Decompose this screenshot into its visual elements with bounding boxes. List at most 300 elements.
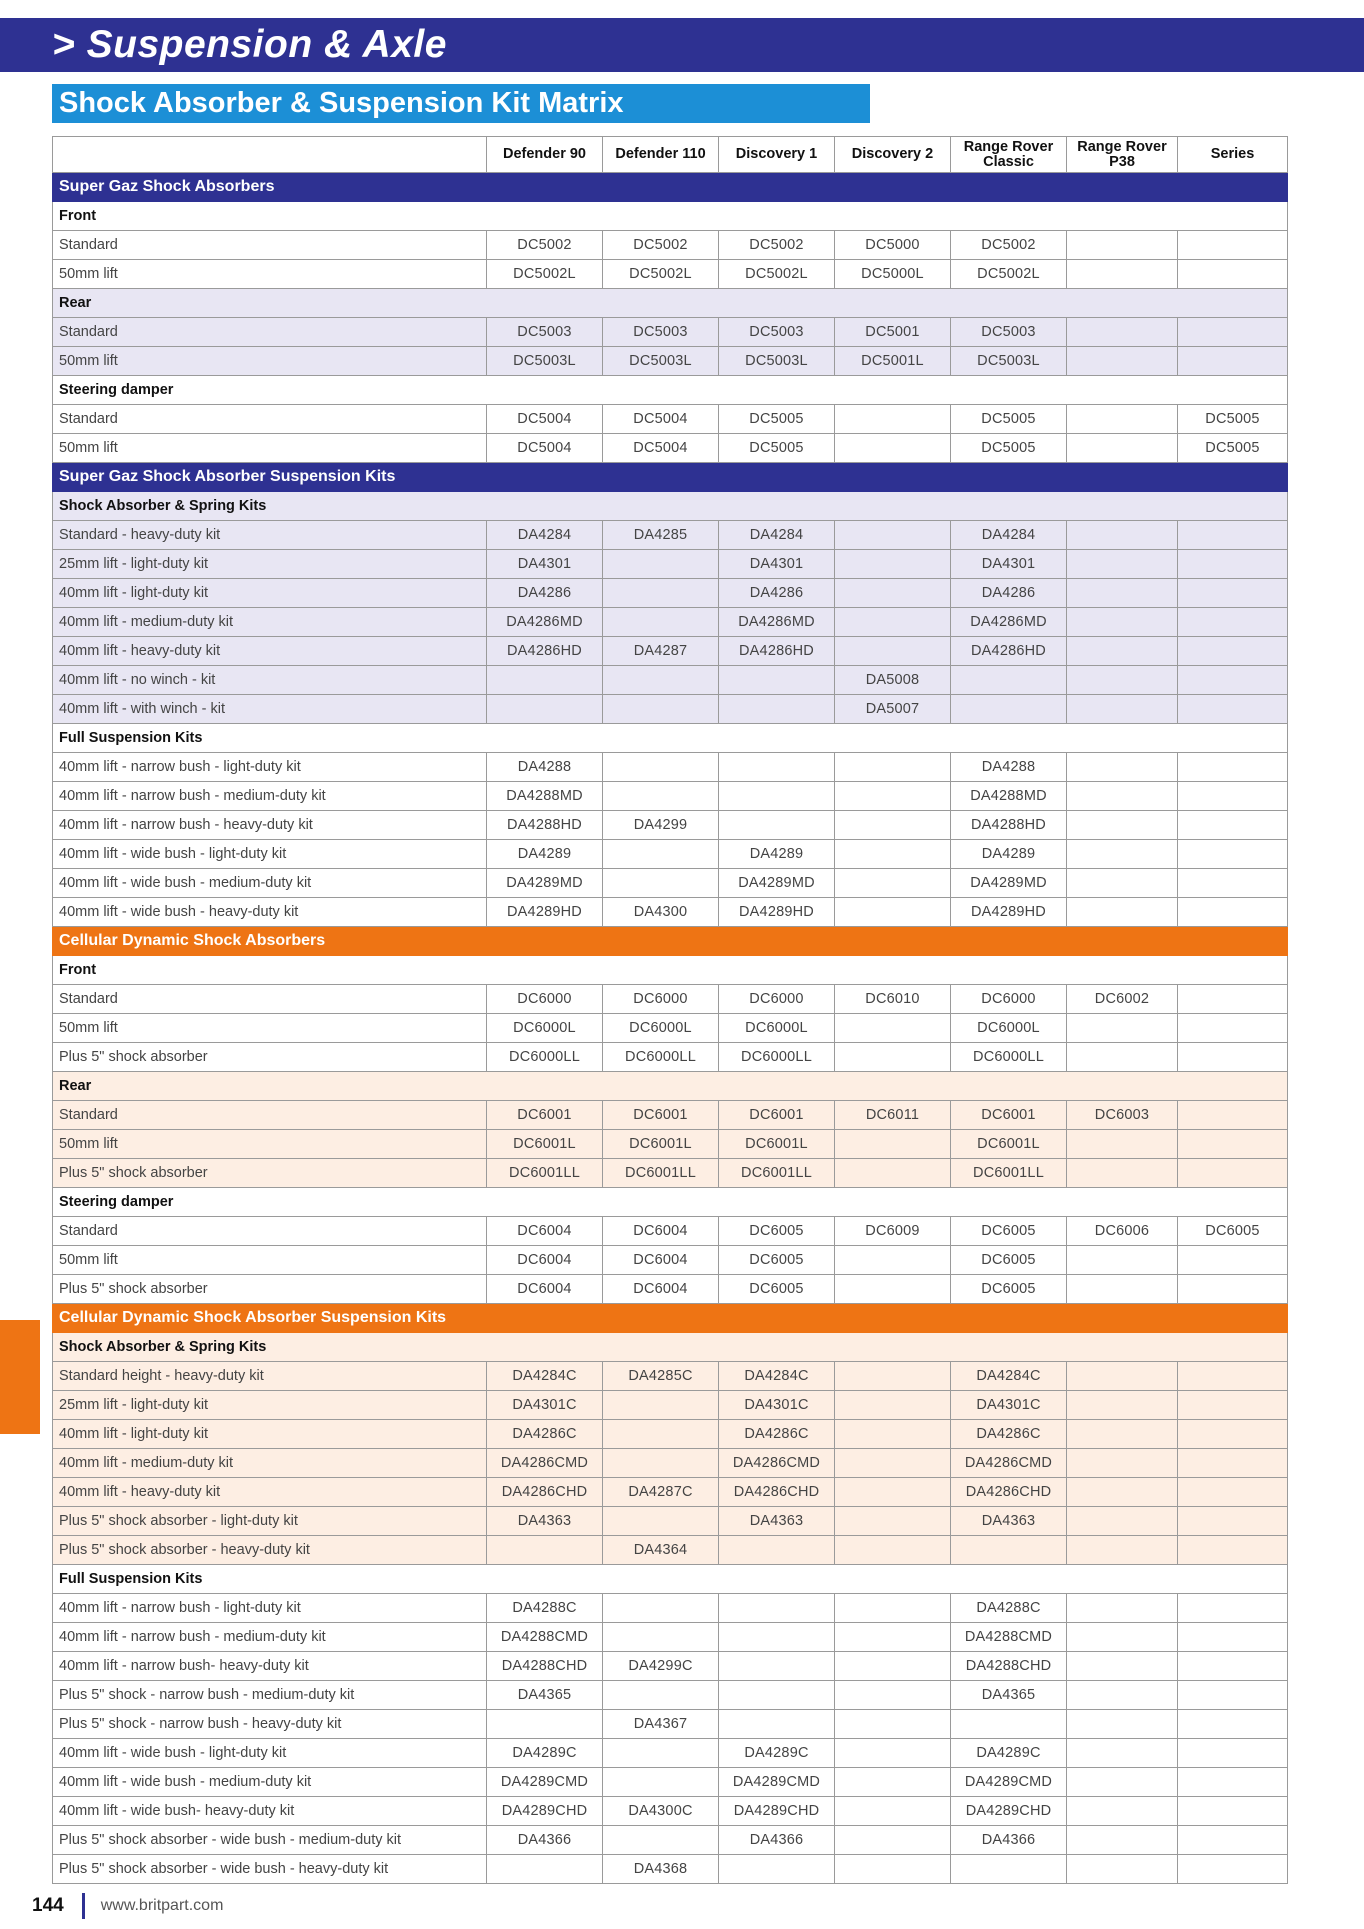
row-label: 50mm lift <box>53 260 487 289</box>
table-row <box>53 1043 1288 1072</box>
part-number-cell <box>1178 1449 1288 1478</box>
part-number-cell: DA4365 <box>951 1681 1067 1710</box>
part-number-cell <box>1178 579 1288 608</box>
part-number-cell <box>719 666 835 695</box>
part-number-cell <box>835 1623 951 1652</box>
row-label: Standard <box>53 318 487 347</box>
part-number-cell <box>1067 521 1178 550</box>
subgroup-header-row <box>53 1565 1288 1594</box>
part-number-cell: DC6006 <box>1067 1217 1178 1246</box>
part-number-cell <box>835 1826 951 1855</box>
part-number-cell: DA4284C <box>951 1362 1067 1391</box>
part-number-cell: DC6001 <box>603 1101 719 1130</box>
part-number-cell <box>1178 608 1288 637</box>
part-number-cell <box>835 1652 951 1681</box>
part-number-cell <box>835 1594 951 1623</box>
table-row <box>53 1420 1288 1449</box>
subgroup-label: Shock Absorber & Spring Kits <box>53 1333 1288 1362</box>
part-number-cell <box>1067 811 1178 840</box>
table-row <box>53 753 1288 782</box>
part-number-cell <box>835 1768 951 1797</box>
part-number-cell: DA4288C <box>487 1594 603 1623</box>
part-number-cell <box>835 608 951 637</box>
part-number-cell: DA4285 <box>603 521 719 550</box>
section-header-bar <box>0 18 1364 72</box>
part-number-cell <box>835 550 951 579</box>
table-row <box>53 1159 1288 1188</box>
part-number-cell: DC6001LL <box>603 1159 719 1188</box>
part-number-cell <box>1067 1594 1178 1623</box>
part-number-cell: DA4289MD <box>951 869 1067 898</box>
part-number-cell: DA4363 <box>719 1507 835 1536</box>
part-number-cell <box>1178 1246 1288 1275</box>
part-number-cell: DA4368 <box>603 1855 719 1884</box>
part-number-cell: DA4289MD <box>487 869 603 898</box>
part-number-cell: DA4286MD <box>487 608 603 637</box>
part-number-cell: DA4301 <box>719 550 835 579</box>
part-number-cell <box>1178 521 1288 550</box>
row-label: 40mm lift - narrow bush - light-duty kit <box>53 1594 487 1623</box>
part-number-cell <box>1067 1043 1178 1072</box>
part-number-cell: DA4286CHD <box>719 1478 835 1507</box>
part-number-cell: DA4301C <box>719 1391 835 1420</box>
subgroup-label: Full Suspension Kits <box>53 1565 1288 1594</box>
part-number-cell <box>603 1420 719 1449</box>
part-number-cell: DC6011 <box>835 1101 951 1130</box>
matrix-title-bar <box>52 84 870 123</box>
part-number-cell: DA4366 <box>951 1826 1067 1855</box>
part-number-cell <box>951 1536 1067 1565</box>
part-number-cell <box>835 840 951 869</box>
row-label: Plus 5" shock absorber - wide bush - heavy-duty kit <box>53 1855 487 1884</box>
part-number-cell: DA4299C <box>603 1652 719 1681</box>
subgroup-label: Front <box>53 956 1288 985</box>
part-number-cell: DC5004 <box>603 405 719 434</box>
part-number-cell <box>835 1246 951 1275</box>
part-number-cell: DC6001L <box>603 1130 719 1159</box>
part-number-cell: DA4289CHD <box>487 1797 603 1826</box>
part-number-cell: DA5007 <box>835 695 951 724</box>
row-label: Plus 5" shock - narrow bush - heavy-duty kit <box>53 1710 487 1739</box>
part-number-cell <box>835 1536 951 1565</box>
part-number-cell <box>835 753 951 782</box>
row-label: 40mm lift - with winch - kit <box>53 695 487 724</box>
part-number-cell: DC6003 <box>1067 1101 1178 1130</box>
part-number-cell: DA4288C <box>951 1594 1067 1623</box>
part-number-cell: DC6000LL <box>951 1043 1067 1072</box>
part-number-cell <box>603 666 719 695</box>
part-number-cell: DC6005 <box>951 1246 1067 1275</box>
table-row <box>53 1855 1288 1884</box>
part-number-cell: DC5000 <box>835 231 951 260</box>
part-number-cell <box>951 1710 1067 1739</box>
subgroup-header-row <box>53 956 1288 985</box>
part-number-cell <box>1178 1420 1288 1449</box>
row-label: 40mm lift - heavy-duty kit <box>53 1478 487 1507</box>
part-number-cell: DC6005 <box>719 1275 835 1304</box>
part-number-cell <box>1178 1623 1288 1652</box>
part-number-cell: DC5002L <box>951 260 1067 289</box>
table-row <box>53 231 1288 260</box>
part-number-cell: DC6000 <box>951 985 1067 1014</box>
table-row <box>53 1478 1288 1507</box>
part-number-cell: DA4284 <box>719 521 835 550</box>
part-number-cell <box>835 1391 951 1420</box>
part-number-cell <box>1178 840 1288 869</box>
part-number-cell: DA4288CMD <box>951 1623 1067 1652</box>
part-number-cell <box>1067 347 1178 376</box>
table-row <box>53 666 1288 695</box>
part-number-cell <box>1178 782 1288 811</box>
part-number-cell <box>1178 666 1288 695</box>
part-number-cell <box>1178 550 1288 579</box>
subgroup-header-row <box>53 724 1288 753</box>
part-number-cell <box>1067 608 1178 637</box>
part-number-cell <box>719 753 835 782</box>
part-number-cell: DA4287C <box>603 1478 719 1507</box>
row-label: 40mm lift - light-duty kit <box>53 579 487 608</box>
part-number-cell: DC5000L <box>835 260 951 289</box>
part-number-cell <box>603 869 719 898</box>
table-row <box>53 898 1288 927</box>
part-number-cell: DA4289HD <box>719 898 835 927</box>
part-number-cell: DC6001LL <box>951 1159 1067 1188</box>
part-number-cell: DC5004 <box>487 434 603 463</box>
subgroup-header-row <box>53 202 1288 231</box>
part-number-cell: DC6002 <box>1067 985 1178 1014</box>
column-header: Discovery 1 <box>719 137 835 173</box>
part-number-cell: DA4286 <box>487 579 603 608</box>
part-number-cell: DC6000LL <box>603 1043 719 1072</box>
part-number-cell <box>1178 637 1288 666</box>
part-number-cell <box>1178 1652 1288 1681</box>
part-number-cell: DC6000 <box>487 985 603 1014</box>
part-number-cell: DA4284 <box>951 521 1067 550</box>
part-number-cell: DA4289MD <box>719 869 835 898</box>
part-number-cell <box>1178 753 1288 782</box>
row-label: 40mm lift - no winch - kit <box>53 666 487 695</box>
part-number-cell: DC5002L <box>719 260 835 289</box>
part-number-cell <box>1067 1362 1178 1391</box>
part-number-cell: DA4288HD <box>487 811 603 840</box>
part-number-cell <box>1067 1623 1178 1652</box>
part-number-cell <box>1067 550 1178 579</box>
part-number-cell <box>1067 898 1178 927</box>
part-number-cell: DC5002 <box>951 231 1067 260</box>
table-row <box>53 434 1288 463</box>
table-row <box>53 1391 1288 1420</box>
part-number-cell: DA4287 <box>603 637 719 666</box>
part-number-cell: DA4289CMD <box>487 1768 603 1797</box>
table-row <box>53 1246 1288 1275</box>
part-number-cell: DC5004 <box>603 434 719 463</box>
part-number-cell <box>1178 1391 1288 1420</box>
row-label: 40mm lift - medium-duty kit <box>53 1449 487 1478</box>
part-number-cell <box>1067 840 1178 869</box>
subgroup-label: Steering damper <box>53 376 1288 405</box>
part-number-cell: DC5002 <box>603 231 719 260</box>
table-row <box>53 608 1288 637</box>
part-number-cell <box>603 608 719 637</box>
part-number-cell <box>835 1420 951 1449</box>
part-number-cell <box>719 1652 835 1681</box>
page-footer <box>32 1892 223 1920</box>
subgroup-label: Rear <box>53 289 1288 318</box>
row-label: Plus 5" shock absorber - light-duty kit <box>53 1507 487 1536</box>
part-number-cell <box>603 1507 719 1536</box>
row-label: Plus 5" shock - narrow bush - medium-duty kit <box>53 1681 487 1710</box>
part-number-cell <box>1067 1681 1178 1710</box>
part-number-cell <box>835 1739 951 1768</box>
part-number-cell <box>1067 231 1178 260</box>
part-number-cell <box>1067 260 1178 289</box>
part-number-cell <box>1178 1681 1288 1710</box>
part-number-cell: DC5001 <box>835 318 951 347</box>
row-label: 40mm lift - narrow bush- heavy-duty kit <box>53 1652 487 1681</box>
part-number-cell: DC6000L <box>719 1014 835 1043</box>
row-label: 50mm lift <box>53 434 487 463</box>
row-label: Plus 5" shock absorber - wide bush - medium-duty kit <box>53 1826 487 1855</box>
part-number-cell <box>835 579 951 608</box>
part-number-cell <box>1067 1420 1178 1449</box>
part-number-cell <box>719 811 835 840</box>
part-number-cell <box>1178 347 1288 376</box>
part-number-cell: DC6005 <box>1178 1217 1288 1246</box>
website-link[interactable]: www.britpart.com <box>100 1897 224 1914</box>
table-row <box>53 521 1288 550</box>
part-number-cell: DC5003L <box>951 347 1067 376</box>
part-number-cell: DC5002L <box>487 260 603 289</box>
part-number-cell <box>603 695 719 724</box>
row-label: 40mm lift - heavy-duty kit <box>53 637 487 666</box>
part-number-cell <box>719 695 835 724</box>
subgroup-header-row <box>53 1072 1288 1101</box>
part-number-cell <box>487 1710 603 1739</box>
part-number-cell: DA4286MD <box>951 608 1067 637</box>
part-number-cell <box>835 434 951 463</box>
part-number-cell: DC6000 <box>719 985 835 1014</box>
part-number-cell <box>1178 898 1288 927</box>
part-number-cell: DA4289CMD <box>951 1768 1067 1797</box>
part-number-cell <box>835 637 951 666</box>
subgroup-label: Front <box>53 202 1288 231</box>
section-header-row <box>53 173 1288 202</box>
part-number-cell: DC5002 <box>487 231 603 260</box>
part-number-cell <box>835 405 951 434</box>
part-number-cell <box>835 1681 951 1710</box>
part-number-cell: DA4286CMD <box>487 1449 603 1478</box>
part-number-cell: DA4289 <box>719 840 835 869</box>
part-number-cell <box>1067 1826 1178 1855</box>
subgroup-header-row <box>53 376 1288 405</box>
part-number-cell <box>1178 1101 1288 1130</box>
part-number-cell <box>835 1710 951 1739</box>
table-row <box>53 1275 1288 1304</box>
column-header-row <box>53 137 1288 173</box>
part-number-cell: DA4286HD <box>487 637 603 666</box>
part-number-cell <box>487 666 603 695</box>
section-header-row <box>53 463 1288 492</box>
part-number-cell: DA4285C <box>603 1362 719 1391</box>
table-row <box>53 637 1288 666</box>
part-number-cell <box>603 1681 719 1710</box>
row-label: Standard <box>53 1217 487 1246</box>
part-number-cell: DA4301C <box>487 1391 603 1420</box>
part-number-cell <box>1067 695 1178 724</box>
footer-divider <box>82 1893 85 1919</box>
table-row <box>53 1710 1288 1739</box>
part-number-cell: DA4301C <box>951 1391 1067 1420</box>
part-number-cell: DA4301 <box>951 550 1067 579</box>
part-number-cell: DA4300 <box>603 898 719 927</box>
table-row <box>53 840 1288 869</box>
part-number-cell: DA4288 <box>487 753 603 782</box>
part-number-cell <box>603 840 719 869</box>
part-number-cell: DC5005 <box>951 405 1067 434</box>
part-number-cell <box>603 1449 719 1478</box>
part-number-cell <box>1178 811 1288 840</box>
part-number-cell: DA4366 <box>487 1826 603 1855</box>
section-title: > Suspension & Axle <box>52 23 447 66</box>
part-number-cell: DA4301 <box>487 550 603 579</box>
part-number-cell: DA4284C <box>487 1362 603 1391</box>
section-label: Cellular Dynamic Shock Absorber Suspension Kits <box>53 1304 1288 1333</box>
row-label: 25mm lift - light-duty kit <box>53 1391 487 1420</box>
part-number-cell: DA4288CHD <box>951 1652 1067 1681</box>
part-number-cell: DA4286C <box>719 1420 835 1449</box>
column-header: Defender 90 <box>487 137 603 173</box>
row-label: Plus 5" shock absorber - heavy-duty kit <box>53 1536 487 1565</box>
row-label: 50mm lift <box>53 347 487 376</box>
table-row <box>53 1623 1288 1652</box>
row-label: 40mm lift - wide bush- heavy-duty kit <box>53 1797 487 1826</box>
part-number-cell <box>603 1391 719 1420</box>
part-number-cell <box>1178 1159 1288 1188</box>
part-number-cell: DC6004 <box>603 1275 719 1304</box>
part-number-cell <box>1067 1246 1178 1275</box>
part-number-cell: DC6001LL <box>487 1159 603 1188</box>
column-header: Defender 110 <box>603 137 719 173</box>
part-number-cell: DA4289C <box>487 1739 603 1768</box>
table-row <box>53 782 1288 811</box>
part-number-cell <box>1178 869 1288 898</box>
part-number-cell <box>1178 1043 1288 1072</box>
part-number-cell: DA4364 <box>603 1536 719 1565</box>
part-number-cell <box>719 782 835 811</box>
part-number-cell: DC5001L <box>835 347 951 376</box>
part-number-cell <box>1178 1739 1288 1768</box>
part-number-cell <box>1067 666 1178 695</box>
part-number-cell: DC6005 <box>951 1275 1067 1304</box>
row-label: 40mm lift - narrow bush - medium-duty kit <box>53 1623 487 1652</box>
part-number-cell <box>1178 1478 1288 1507</box>
part-number-cell: DC5005 <box>719 434 835 463</box>
part-number-cell: DC5002L <box>603 260 719 289</box>
matrix-body <box>53 173 1288 1884</box>
table-row <box>53 1536 1288 1565</box>
part-number-cell: DA4288CMD <box>487 1623 603 1652</box>
row-label: 25mm lift - light-duty kit <box>53 550 487 579</box>
row-label: 40mm lift - narrow bush - medium-duty kit <box>53 782 487 811</box>
part-number-cell <box>835 811 951 840</box>
part-number-cell <box>1178 1536 1288 1565</box>
part-number-cell <box>1178 1710 1288 1739</box>
row-label: 40mm lift - wide bush - heavy-duty kit <box>53 898 487 927</box>
part-number-cell: DA4363 <box>487 1507 603 1536</box>
subgroup-label: Full Suspension Kits <box>53 724 1288 753</box>
part-number-cell <box>1067 1536 1178 1565</box>
subgroup-label: Rear <box>53 1072 1288 1101</box>
part-number-cell <box>835 1507 951 1536</box>
part-number-cell <box>1067 1159 1178 1188</box>
part-number-cell <box>1178 1594 1288 1623</box>
part-number-cell: DC6001 <box>951 1101 1067 1130</box>
part-number-cell <box>1178 1275 1288 1304</box>
part-number-cell: DC6001L <box>719 1130 835 1159</box>
part-number-cell: DA4288CHD <box>487 1652 603 1681</box>
subgroup-header-row <box>53 1333 1288 1362</box>
part-number-cell <box>835 1797 951 1826</box>
column-header: Discovery 2 <box>835 137 951 173</box>
part-number-cell: DA4289C <box>719 1739 835 1768</box>
part-number-cell: DC5003L <box>603 347 719 376</box>
part-number-cell: DC6005 <box>719 1246 835 1275</box>
part-number-cell <box>1067 318 1178 347</box>
part-number-cell: DA4289HD <box>951 898 1067 927</box>
table-row <box>53 260 1288 289</box>
part-number-cell: DA4289C <box>951 1739 1067 1768</box>
table-row <box>53 579 1288 608</box>
part-number-cell <box>835 1855 951 1884</box>
part-number-cell <box>1178 318 1288 347</box>
row-label: 40mm lift - wide bush - light-duty kit <box>53 1739 487 1768</box>
table-row <box>53 985 1288 1014</box>
part-number-cell: DC6001 <box>719 1101 835 1130</box>
subgroup-label: Steering damper <box>53 1188 1288 1217</box>
part-number-cell <box>1178 1130 1288 1159</box>
part-number-cell <box>1067 1014 1178 1043</box>
part-number-cell: DA4284 <box>487 521 603 550</box>
table-row <box>53 1739 1288 1768</box>
part-number-cell <box>1067 1710 1178 1739</box>
row-label: 50mm lift <box>53 1130 487 1159</box>
table-row <box>53 1362 1288 1391</box>
part-number-cell <box>603 579 719 608</box>
part-number-cell <box>719 1855 835 1884</box>
row-label: 50mm lift <box>53 1246 487 1275</box>
row-label: 40mm lift - medium-duty kit <box>53 608 487 637</box>
part-number-cell <box>1178 1826 1288 1855</box>
part-number-cell <box>835 521 951 550</box>
part-number-cell <box>719 1623 835 1652</box>
part-number-cell: DA4286 <box>719 579 835 608</box>
part-number-cell <box>1067 1652 1178 1681</box>
part-number-cell: DA4289HD <box>487 898 603 927</box>
part-number-cell: DC6000L <box>951 1014 1067 1043</box>
matrix-title: Shock Absorber & Suspension Kit Matrix <box>59 87 624 119</box>
table-row <box>53 1130 1288 1159</box>
part-number-cell: DC5003L <box>719 347 835 376</box>
part-number-cell: DC5004 <box>487 405 603 434</box>
row-label: 40mm lift - narrow bush - light-duty kit <box>53 753 487 782</box>
part-number-cell <box>719 1681 835 1710</box>
part-number-cell <box>1067 1391 1178 1420</box>
column-header: Series <box>1178 137 1288 173</box>
part-number-cell <box>1067 1739 1178 1768</box>
section-label: Cellular Dynamic Shock Absorbers <box>53 927 1288 956</box>
table-row <box>53 1826 1288 1855</box>
part-number-cell: DA4288HD <box>951 811 1067 840</box>
